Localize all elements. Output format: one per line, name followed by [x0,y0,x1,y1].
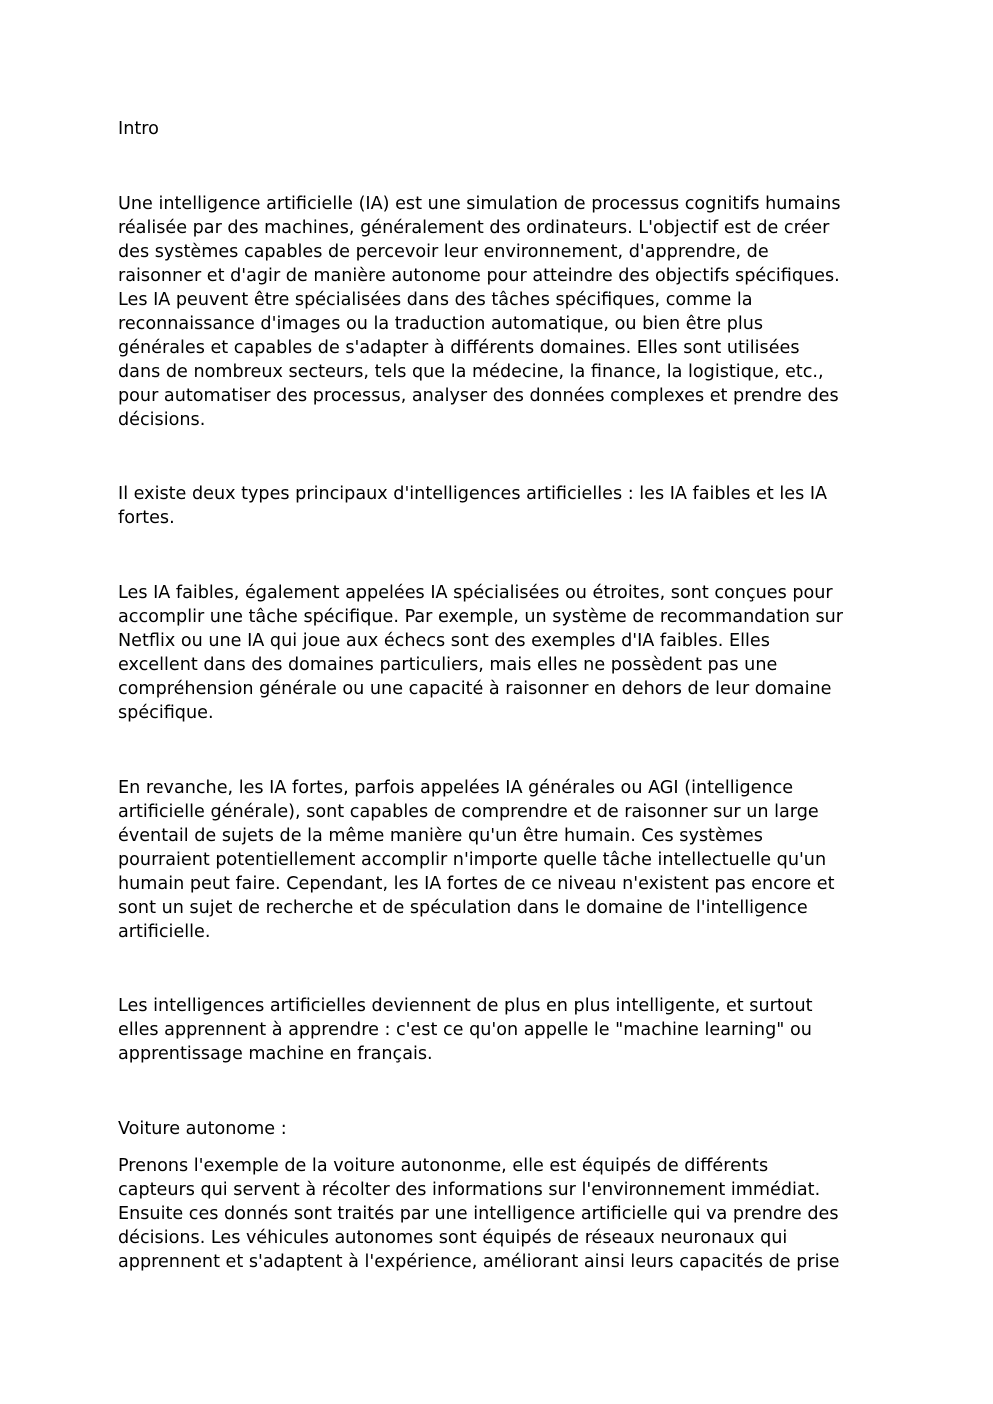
paragraph-ia-types: Il existe deux types principaux d'intelligences artificielles : les IA faibles et les IA fortes. [118,484,828,528]
paragraph-strong-ai: En revanche, les IA fortes, parfois appelées IA générales ou AGI (intelligence artificielle générale), sont capables de comprendre et de raisonner sur un large éventail de sujets de la même manière qu'un être humain. Ces systèmes pourraient potentiellement accomplir n'importe quelle tâche intellectuelle qu'un humain peut faire. Cependant, les IA fortes de ce niveau n'existent pas encore et sont un sujet de recherche et de spéculation dans le domaine de l'intelligence artificielle. [118,778,835,942]
paragraph-autonomous-car: Prenons l'exemple de la voiture autononme, elle est équipés de différents capteurs qui servent à récolter des informations sur l'environnement immédiat. Ensuite ces donnés sont traités par une intelligence artificielle qui va prendre des décisions. Les véhicules autonomes sont équipés de réseaux neuronaux qui apprennent et s'adaptent à l'expérience, améliorant ainsi leurs capacités de prise [118,1156,840,1272]
paragraph-machine-learning: Les intelligences artificielles deviennent de plus en plus intelligente, et surtout elles apprennent à apprendre : c'est ce qu'on appelle le "machine learning" ou apprentissage machine en français. [118,996,813,1064]
paragraph-weak-ai: Les IA faibles, également appelées IA spécialisées ou étroites, sont conçues pour accomplir une tâche spécifique. Par exemple, un système de recommandation sur Netflix ou une IA qui joue aux échecs sont des exemples d'IA faibles. Elles excellent dans des domaines particuliers, mais elles ne possèdent pas une compréhension générale ou une capacité à raisonner en dehors de leur domaine spécifique. [118,583,844,723]
section-heading-autonomous-car: Voiture autonome : [118,1119,287,1139]
section-heading-intro: Intro [118,119,159,139]
paragraph-ia-definition: Une intelligence artificielle (IA) est une simulation de processus cognitifs humains réalisée par des machines, généralement des ordinateurs. L'objectif est de créer des systèmes capables de percevoir leur environnement, d'apprendre, de raisonner et d'agir de manière autonome pour atteindre des objectifs spécifiques. Les IA peuvent être spécialisées dans des tâches spécifiques, comme la reconnaissance d'images ou la traduction automatique, ou bien être plus générales et capables de s'adapter à différents domaines. Elles sont utilisées dans de nombreux secteurs, tels que la médecine, la finance, la logistique, etc., pour automatiser des processus, analyser des données complexes et prendre des décisions. [118,194,841,430]
